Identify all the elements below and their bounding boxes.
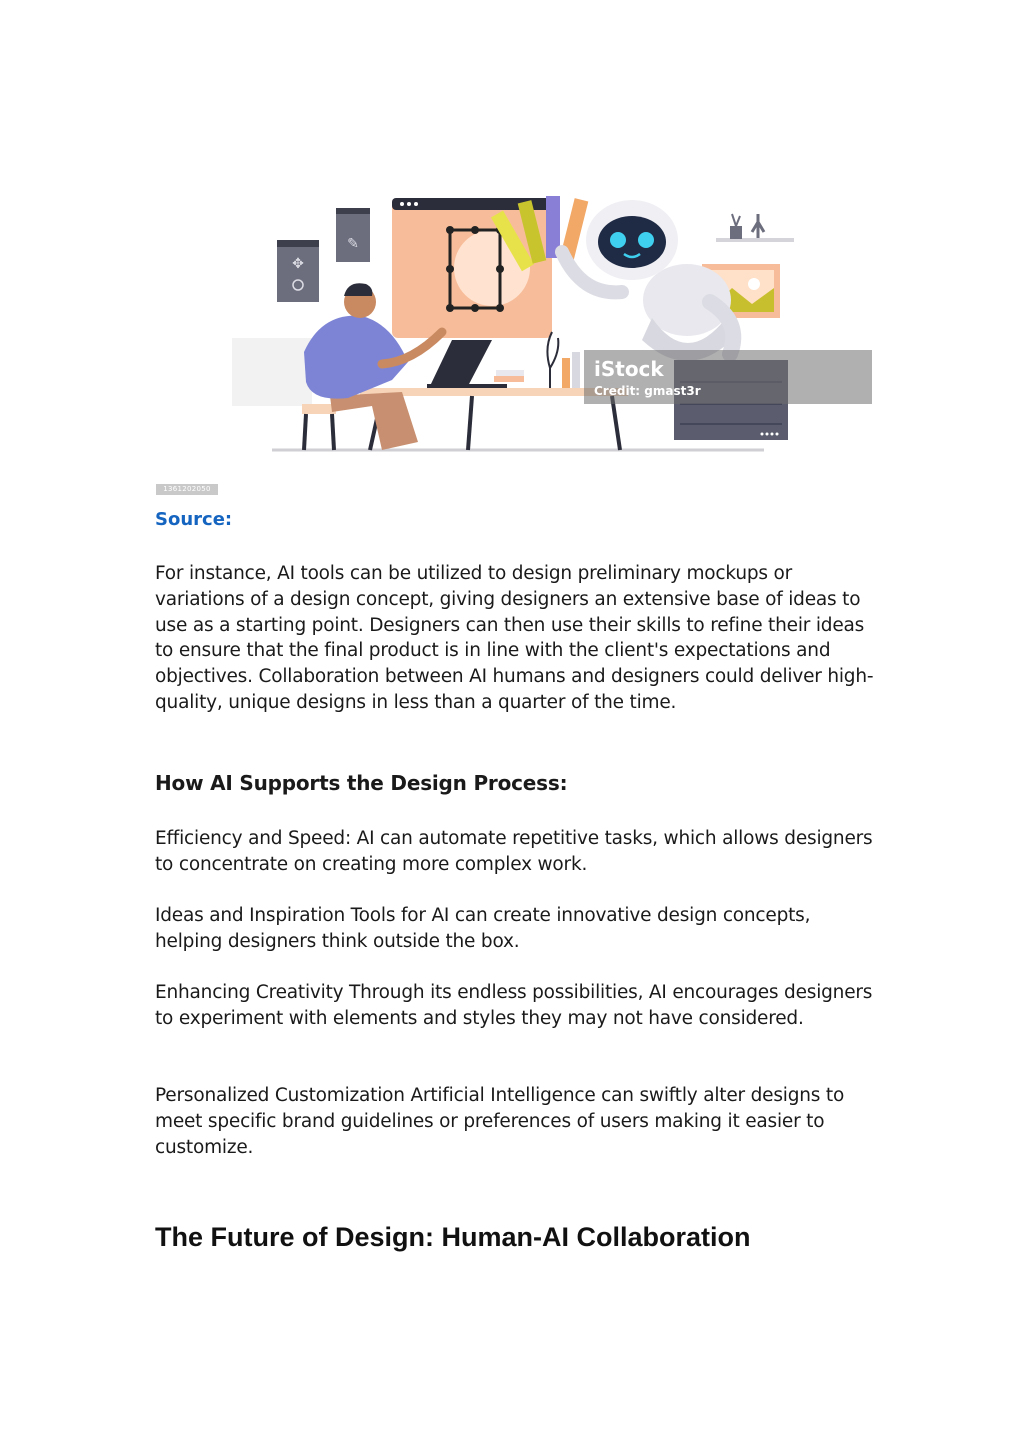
source-link[interactable]: Source: xyxy=(155,509,233,530)
robot-eye-right xyxy=(638,232,654,248)
image-id-tag: 1361202050 xyxy=(156,484,218,495)
robot-face xyxy=(598,216,666,268)
faded-panel-left xyxy=(232,338,312,406)
point-ideas: Ideas and Inspiration Tools for AI can create innovative design concepts, helping designers think outside the box. xyxy=(155,905,811,952)
point-creativity: Enhancing Creativity Through its endless possibilities, AI encourages designers to experiment with elements and styles they may not have considered. xyxy=(155,982,873,1029)
designer-and-robot-illustration xyxy=(232,192,872,457)
robot-eye-left xyxy=(610,232,626,248)
robot-assistant xyxy=(562,200,733,361)
move-icon: ✥ xyxy=(292,256,304,272)
next-section-heading: The Future of Design: Human-AI Collaboration xyxy=(155,1222,751,1252)
hero-illustration xyxy=(232,192,872,457)
section-heading: How AI Supports the Design Process: xyxy=(155,771,568,795)
tool-window-pen xyxy=(336,208,370,262)
intro-paragraph: For instance, AI tools can be utilized to design preliminary mockups or variations of a design concept, giving designers an extensive base of ideas to use as a starting point. Designers can then use their skills to refine their ideas to ensure that the final product is in line with the client's expectations and objectives. Collaboration between AI humans and designers could deliver high-quality, unique designs in less than a quarter of the time. xyxy=(155,563,874,713)
laptop xyxy=(430,340,492,386)
watermark-credit: Credit: gmast3r xyxy=(594,384,701,398)
point-customization: Personalized Customization Artificial Intelligence can swiftly alter designs to meet specific brand guidelines or preferences of users making it easier to customize. xyxy=(155,1085,845,1158)
watermark-brand: iStock xyxy=(594,357,664,381)
pen-icon: ✎ xyxy=(347,236,359,252)
point-efficiency: Efficiency and Speed: AI can automate repetitive tasks, which allows designers to concentrate on creating more complex work. xyxy=(155,828,873,875)
